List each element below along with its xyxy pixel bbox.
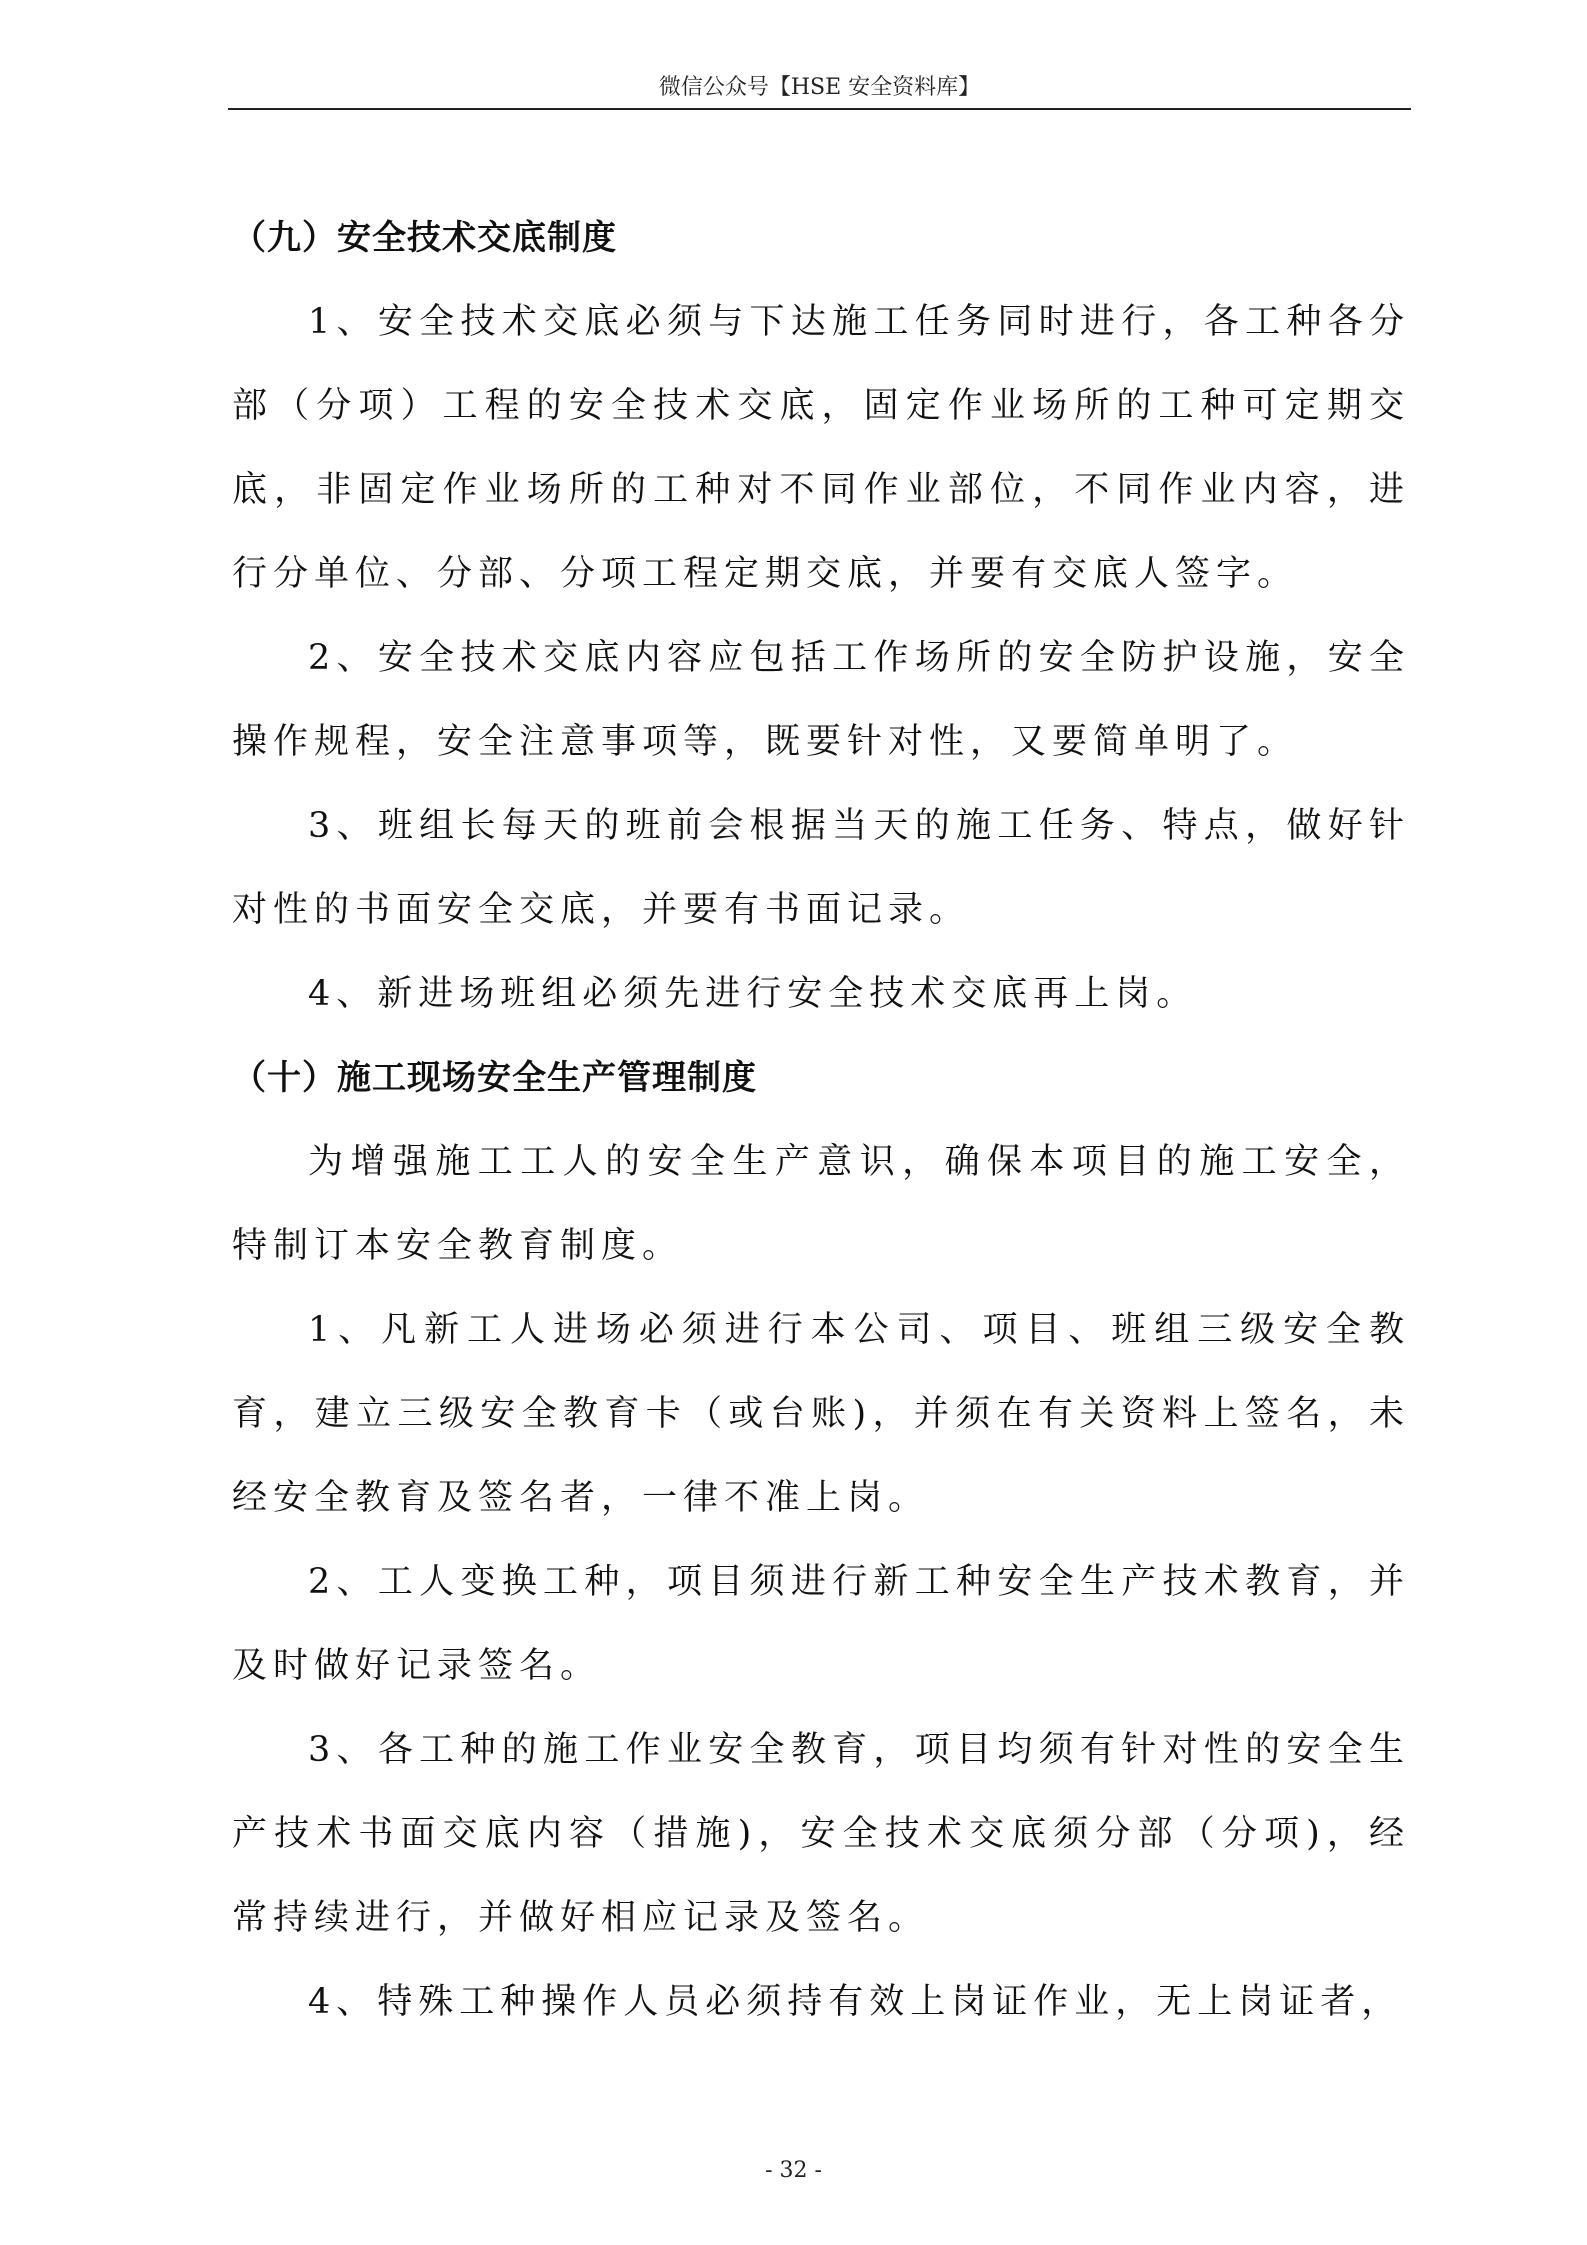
paragraph: 1、安全技术交底必须与下达施工任务同时进行，各工种各分部（分项）工程的安全技术交底，固定作业场所的工种可定期交底，非固定作业场所的工种对不同作业部位，不同作业内容，进行分单位、分部、分项工程定期交底，并要有交底人签字。 <box>232 302 1410 594</box>
paragraph: 3、各工种的施工作业安全教育，项目均须有针对性的安全生产技术书面交底内容（措施)，安全技术交底须分部（分项)，经常持续进行，并做好相应记录及签名。 <box>232 1730 1410 1938</box>
page-number: - 32 - <box>765 2158 822 2183</box>
paragraph: 3、班组长每天的班前会根据当天的施工任务、特点，做好针对性的书面安全交底，并要有书面记录。 <box>232 806 1410 930</box>
paragraph: 2、安全技术交底内容应包括工作场所的安全防护设施，安全操作规程，安全注意事项等，既要针对性，又要简单明了。 <box>232 638 1410 762</box>
page-header: 微信公众号【HSE 安全资料库】 <box>658 75 981 100</box>
paragraph: 1、凡新工人进场必须进行本公司、项目、班组三级安全教育，建立三级安全教育卡（或台账)，并须在有关资料上签名，未经安全教育及签名者，一律不准上岗。 <box>232 1310 1410 1518</box>
paragraph: 4、新进场班组必须先进行安全技术交底再上岗。 <box>308 974 1198 1014</box>
header-divider <box>228 108 1411 110</box>
paragraph: 为增强施工工人的安全生产意识，确保本项目的施工安全，特制订本安全教育制度。 <box>232 1142 1410 1266</box>
paragraph: 4、特殊工种操作人员必须持有效上岗证作业，无上岗证者， <box>308 1982 1403 2022</box>
document-body <box>232 196 1410 2044</box>
section-heading: （九）安全技术交底制度 <box>232 218 617 258</box>
section-heading: （十）施工现场安全生产管理制度 <box>232 1058 757 1098</box>
paragraph: 2、工人变换工种，项目须进行新工种安全生产技术教育，并及时做好记录签名。 <box>232 1562 1410 1686</box>
